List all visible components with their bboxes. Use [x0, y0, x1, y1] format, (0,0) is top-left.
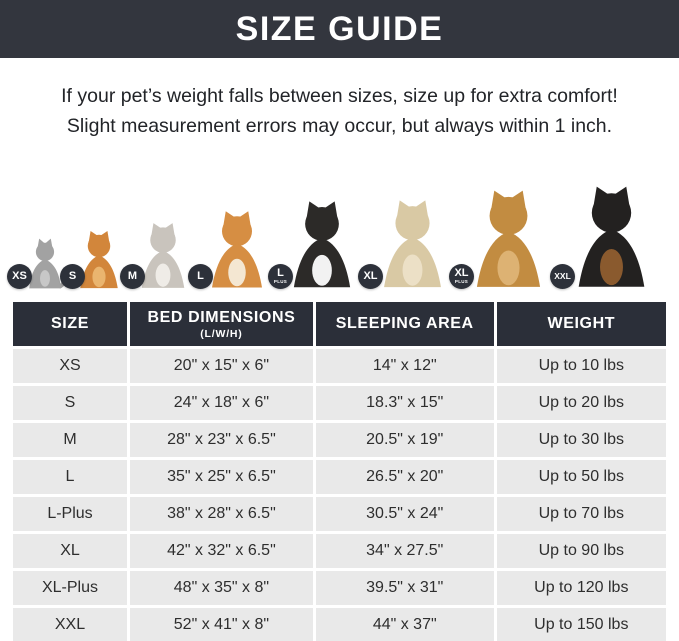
col-header-size [13, 302, 127, 346]
intro-line-2: Slight measurement errors may occur, but always within 1 inch. [66, 115, 613, 137]
table-row [13, 423, 666, 457]
cell-bed-dimensions: 28" x 23" x 6.5" [130, 423, 313, 457]
cell-sleeping-area: 34" x 27.5" [316, 534, 494, 568]
col-header-sleeping-area [316, 302, 494, 346]
size-badge [7, 264, 32, 289]
cell-bed-dimensions: 38" x 28" x 6.5" [130, 497, 313, 531]
cell-weight: Up to 20 lbs [497, 386, 666, 420]
cell-bed-dimensions: 20" x 15" x 6" [130, 349, 313, 383]
intro-text [0, 58, 679, 141]
pet-silhouette [559, 159, 664, 290]
cell-weight: Up to 150 lbs [497, 608, 666, 641]
table-row [13, 608, 666, 641]
cell-size: XL [13, 534, 127, 568]
cell-weight: Up to 30 lbs [497, 423, 666, 457]
col-header-bed-dimensions-sublabel: (L/W/H) [200, 327, 243, 340]
intro-line-1: If your pet’s weight falls between sizes, size up for extra comfort! [61, 85, 618, 107]
cell-weight: Up to 90 lbs [497, 534, 666, 568]
cell-weight: Up to 120 lbs [497, 571, 666, 605]
size-badge-label: L [197, 270, 204, 282]
cell-weight: Up to 10 lbs [497, 349, 666, 383]
cell-bed-dimensions: 52" x 41" x 8" [130, 608, 313, 641]
table-header-row [13, 302, 666, 346]
table-row [13, 349, 666, 383]
table-row [13, 386, 666, 420]
size-badge-label: S [68, 270, 77, 282]
cell-weight: Up to 50 lbs [497, 460, 666, 494]
cell-size: L-Plus [13, 497, 127, 531]
col-header-weight-label: WEIGHT [547, 315, 616, 332]
cell-size: XS [13, 349, 127, 383]
size-badge [358, 264, 383, 289]
pet-doberman [554, 159, 664, 290]
table-row [13, 571, 666, 605]
size-table [10, 299, 669, 641]
cell-sleeping-area: 14" x 12" [316, 349, 494, 383]
cell-bed-dimensions: 24" x 18" x 6" [130, 386, 313, 420]
pet-labrador [363, 176, 458, 290]
cell-bed-dimensions: 35" x 25" x 6.5" [130, 460, 313, 494]
col-header-bed-dimensions-label: BED DIMENSIONS [147, 308, 296, 326]
cell-sleeping-area: 18.3" x 15" [316, 386, 494, 420]
col-header-size-label: SIZE [51, 315, 89, 332]
cell-size: M [13, 423, 127, 457]
size-badge [550, 264, 575, 289]
col-header-weight [497, 302, 666, 346]
cell-bed-dimensions: 42" x 32" x 6.5" [130, 534, 313, 568]
cell-sleeping-area: 44" x 37" [316, 608, 494, 641]
pet-size-lineup [12, 141, 663, 298]
cell-bed-dimensions: 48" x 35" x 8" [130, 571, 313, 605]
size-badge [60, 264, 85, 289]
size-badge-label: XXL [554, 271, 571, 282]
header-banner [0, 0, 679, 58]
col-header-sleeping-area-label: SLEEPING AREA [335, 315, 474, 332]
size-badge [449, 264, 474, 289]
size-badge [120, 264, 145, 289]
cell-size: XXL [13, 608, 127, 641]
pet-french-bulldog [129, 205, 197, 290]
pet-border-collie [273, 178, 367, 290]
cell-sleeping-area: 20.5" x 19" [316, 423, 494, 457]
col-header-bed-dimensions [130, 302, 313, 346]
size-badge-label: XL [363, 270, 378, 282]
size-badge [188, 264, 213, 289]
size-badge-label: M [127, 270, 138, 282]
cell-sleeping-area: 30.5" x 24" [316, 497, 494, 531]
size-badge-label: XS [12, 270, 27, 282]
cell-sleeping-area: 39.5" x 31" [316, 571, 494, 605]
cell-sleeping-area: 26.5" x 20" [316, 460, 494, 494]
size-badge-label: L [277, 267, 284, 280]
pet-golden-retriever [454, 164, 559, 290]
cell-size: L [13, 460, 127, 494]
pet-shiba-inu [197, 190, 277, 290]
table-row [13, 534, 666, 568]
table-row [13, 497, 666, 531]
size-badge [268, 264, 293, 289]
cell-size: XL-Plus [13, 571, 127, 605]
page-title: SIZE GUIDE [235, 9, 444, 48]
size-badge-sublabel: PLUS [273, 279, 288, 285]
cell-size: S [13, 386, 127, 420]
table-row [13, 460, 666, 494]
cell-weight: Up to 70 lbs [497, 497, 666, 531]
size-badge-label: XL [454, 267, 469, 280]
size-badge-sublabel: PLUS [454, 279, 469, 285]
